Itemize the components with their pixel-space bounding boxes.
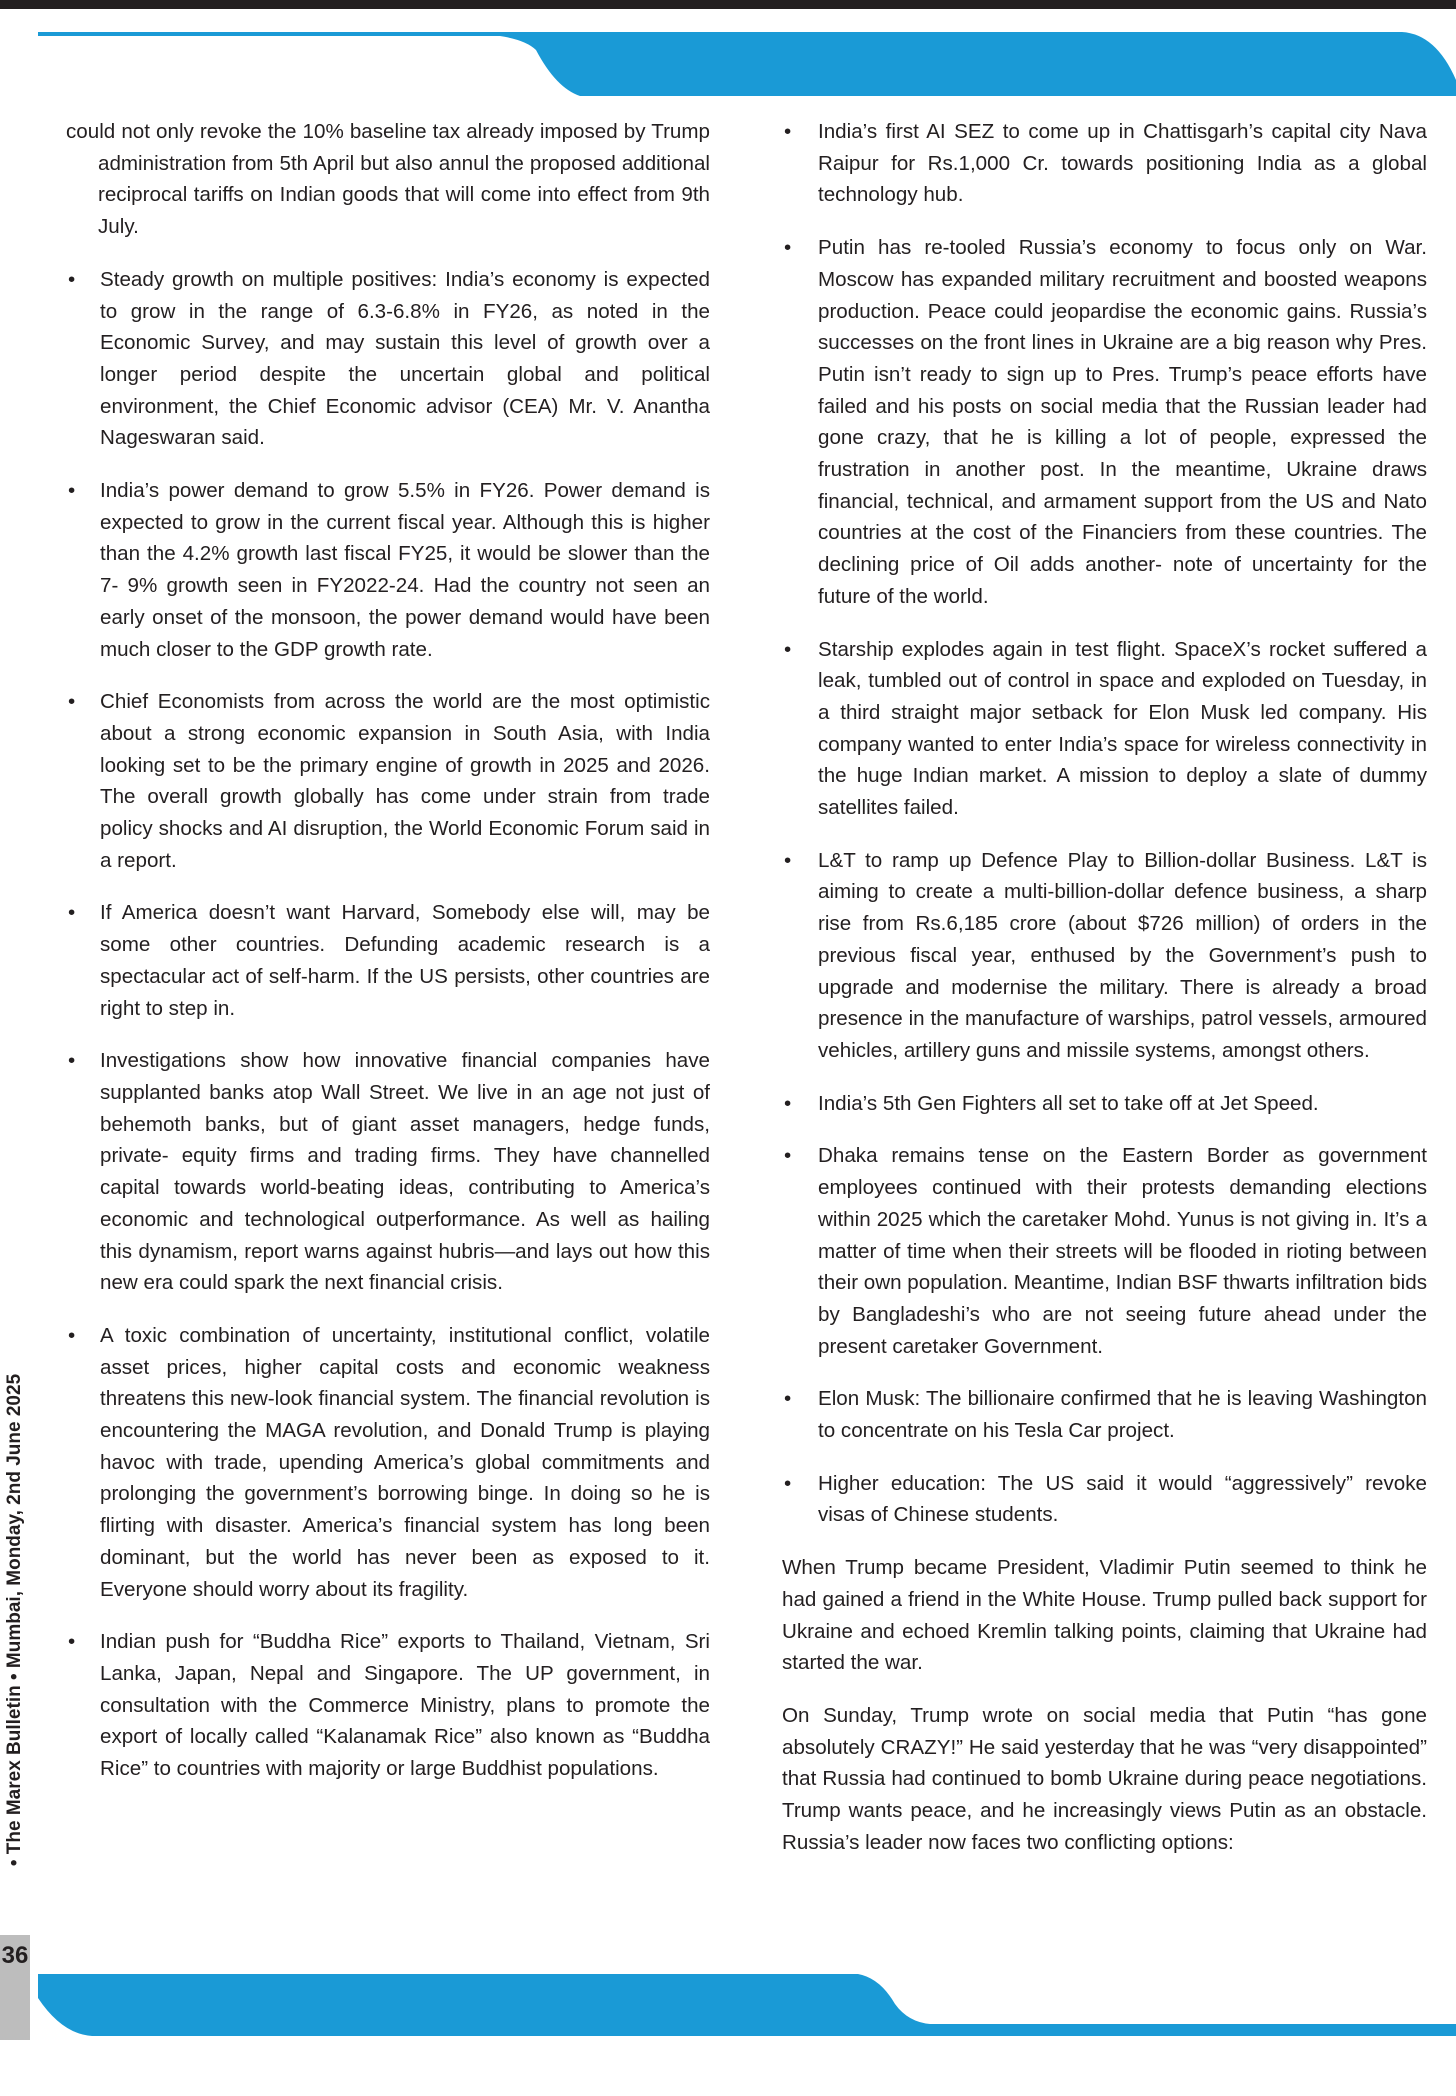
right-column: [782, 116, 1427, 1879]
footer-wave-band: [0, 1968, 1456, 2040]
continued-paragraph: could not only revoke the 10% baseline tax already imposed by Trump administration from 5th April but also annul the proposed additional reciprocal tariffs on Indian goods that will come into effect from 9th July.: [66, 120, 710, 239]
list-item: [782, 1140, 1427, 1362]
bullet-icon: •: [68, 267, 76, 291]
bullet-icon: •: [68, 479, 76, 503]
left-column: [66, 116, 710, 1806]
bullet-icon: •: [68, 1323, 76, 1347]
list-item-text: Dhaka remains tense on the Eastern Border as government employees continued with their protests demanding elections within 2025 which the caretaker Mohd. Yunus is not giving in. It’s a matter of time when their streets will be flooded in rioting between their own population. Meantime, Indian BSF thwarts infiltration bids by Bangladeshi’s who are not seeing future ahead under the present caretaker Government.: [818, 1144, 1427, 1358]
bullet-icon: •: [784, 236, 792, 260]
list-item: [782, 845, 1427, 1067]
list-item-text: Indian push for “Buddha Rice” exports to Thailand, Vietnam, Sri Lanka, Japan, Nepal and Singapore. The UP government, in consultation with the Commerce Ministry, plans to promote the export of locally called “Kalanamak Rice” also known as “Buddha Rice” to countries with majority or large Buddhist populations.: [100, 1630, 710, 1781]
list-item-text: Starship explodes again in test flight. SpaceX’s rocket suffered a leak, tumbled out of control in space and exploded on Tuesday, in a third straight major setback for Elon Musk led company. His company wanted to enter India’s space for wireless connectivity in the huge Indian market. A mission to deploy a slate of dummy satellites failed.: [818, 637, 1427, 820]
top-rule: [0, 0, 1456, 9]
list-item-text: India’s 5th Gen Fighters all set to take off at Jet Speed.: [818, 1091, 1319, 1115]
list-item: [782, 116, 1427, 211]
bullet-icon: •: [784, 848, 792, 872]
list-item-text: India’s first AI SEZ to come up in Chattisgarh’s capital city Nava Raipur for Rs.1,000 Cr. towards positioning India as a global technology hub.: [818, 120, 1427, 207]
list-item-text: A toxic combination of uncertainty, institutional conflict, volatile asset prices, higher capital costs and economic weakness threatens this new-look financial system. The financial revolution is encountering the MAGA revolution, and Donald Trump is playing havoc with trade, upending America’s global commitments and prolonging the government’s borrowing binge. In doing so he is flirting with disaster. America’s financial system has long been dominant, but the world has never been as exposed to it. Everyone should worry about its fragility.: [100, 1323, 710, 1601]
header-wave-band: [0, 28, 1456, 100]
list-item-text: Steady growth on multiple positives: India’s economy is expected to grow in the range of 6.3-6.8% in FY26, as noted in the Economic Survey, and may sustain this level of growth over a longer period despite the uncertain global and political environment, the Chief Economic advisor (CEA) Mr. V. Anantha Nageswaran said.: [100, 267, 710, 450]
list-item-text: Putin has re-tooled Russia’s economy to focus only on War. Moscow has expanded military recruitment and boosted weapons production. Peace could jeopardise the economic gains. Russia’s successes on the front lines in Ukraine are a big reason why Pres. Putin isn’t ready to sign up to Pres. Trump’s peace efforts have failed and his posts on social media that the Russian leader had gone crazy, that he is killing a lot of people, expressed the frustration in another post. In the meantime, Ukraine draws financial, technical, and armament support from the US and Nato countries at the cost of the Financiers from these countries. The declining price of Oil adds another- note of uncertainty for the future of the world.: [818, 236, 1427, 608]
bullet-icon: •: [68, 901, 76, 925]
list-item: [782, 232, 1427, 612]
bullet-icon: •: [784, 1144, 792, 1168]
list-item: [66, 475, 710, 665]
page-number: 36: [1, 1942, 29, 1969]
list-item: [782, 634, 1427, 824]
bullet-icon: •: [784, 637, 792, 661]
list-item: [66, 1320, 710, 1605]
list-item: [66, 686, 710, 876]
list-item: [66, 897, 710, 1024]
footer-wave-shape: [38, 1974, 1456, 2036]
list-item-text: Chief Economists from across the world are the most optimistic about a strong economic expansion in South Asia, with India looking set to be the primary engine of growth in 2025 and 2026. The overall growth globally has come under strain from trade policy shocks and AI disruption, the World Economic Forum said in a report.: [100, 690, 710, 872]
bullet-icon: •: [784, 1091, 792, 1115]
header-wave-shape: [38, 32, 1456, 96]
list-item-text: Investigations show how innovative financial companies have supplanted banks atop Wall Street. We live in an age not just of behemoth banks, but of giant asset managers, hedge funds, private- equity firms and trading firms. They have channelled capital towards world-beating ideas, contributing to America’s economic and technological outperformance. As well as hailing this dynamism, report warns against hubris—and lays out how this new era could spark the next financial crisis.: [100, 1049, 710, 1295]
list-item: [66, 1045, 710, 1299]
list-item-text: Elon Musk: The billionaire confirmed that he is leaving Washington to concentrate on his Tesla Car project.: [818, 1387, 1427, 1443]
list-item-text: L&T to ramp up Defence Play to Billion-dollar Business. L&T is aiming to create a multi-billion-dollar defence business, a sharp rise from Rs.6,185 crore (about $726 million) of orders in the previous fiscal year, enthused by the Government’s push to upgrade and modernise the military. There is already a broad presence in the manufacture of warships, patrol vessels, armoured vehicles, artillery guns and missile systems, amongst others.: [818, 848, 1427, 1062]
list-item-text: Higher education: The US said it would “aggressively” revoke visas of Chinese students.: [818, 1471, 1427, 1527]
bullet-icon: •: [784, 120, 792, 143]
publication-caption: • The Marex Bulletin • Mumbai, Monday, 2nd June 2025: [4, 1373, 25, 1867]
list-item: [66, 1626, 710, 1785]
bullet-icon: •: [68, 1630, 76, 1654]
list-item: [782, 1468, 1427, 1531]
list-item-text: India’s power demand to grow 5.5% in FY26. Power demand is expected to grow in the current fiscal year. Although this is higher than the 4.2% growth last fiscal FY25, it would be slower than the 7- 9% growth seen in FY2022-24. Had the country not seen an early onset of the monsoon, the power demand would have been much closer to the GDP growth rate.: [100, 479, 710, 661]
list-item: [782, 1088, 1427, 1120]
body-paragraph: When Trump became President, Vladimir Putin seemed to think he had gained a friend in the White House. Trump pulled back support for Ukraine and echoed Kremlin talking points, claiming that Ukraine had started the war.: [782, 1556, 1427, 1675]
list-item: [66, 264, 710, 454]
right-bullet-list: [782, 116, 1427, 1531]
bullet-icon: •: [784, 1471, 792, 1495]
bullet-icon: •: [784, 1387, 792, 1411]
list-item-text: If America doesn’t want Harvard, Somebody else will, may be some other countries. Defunding academic research is a spectacular act of self-harm. If the US persists, other countries are right to step in.: [100, 901, 710, 1020]
body-paragraph: On Sunday, Trump wrote on social media that Putin “has gone absolutely CRAZY!” He said yesterday that he was “very disappointed” that Russia had continued to bomb Ukraine during peace negotiations. Trump wants peace, and he increasingly views Putin as an obstacle. Russia’s leader now faces two conflicting options:: [782, 1703, 1427, 1854]
bullet-icon: •: [68, 1049, 76, 1073]
bullet-icon: •: [68, 690, 76, 714]
list-item: [782, 1383, 1427, 1446]
left-bullet-list: [66, 264, 710, 1785]
